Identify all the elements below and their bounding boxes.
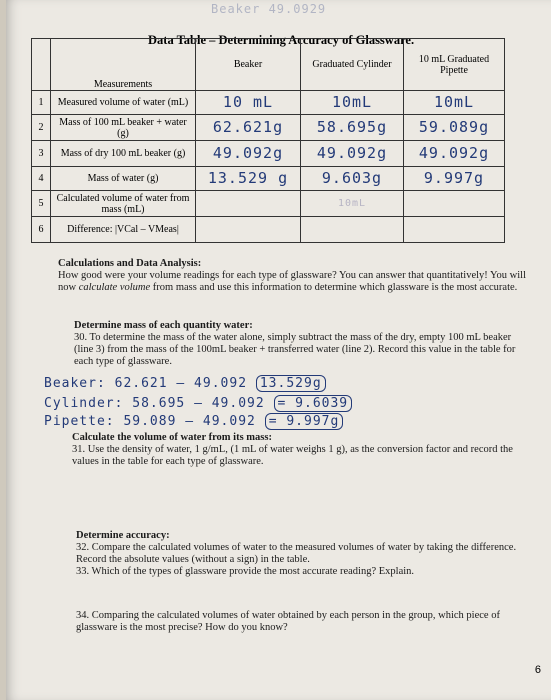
question-31: 31. Use the density of water, 1 g/mL, (1 mL of water weighs 1 g), as the conversion factor and record the values in the table for each type of glassware. — [72, 444, 513, 467]
header-pipette: 10 mL Graduated Pipette — [404, 39, 505, 91]
table-title: Data Table – Determining Accuracy of Glassware. — [148, 33, 415, 47]
cell-pipette: 10mL — [404, 91, 505, 115]
cell-cylinder: 10mL — [301, 91, 404, 115]
cell-beaker — [196, 191, 301, 217]
analysis-heading: Calculations and Data Analysis: — [58, 258, 202, 269]
handwork-cylinder-label: Cylinder: 58.695 — [44, 396, 186, 411]
row-num: 4 — [32, 167, 51, 191]
cell-pipette: 49.092g — [404, 141, 505, 167]
cell-cylinder — [301, 217, 404, 243]
header-measurements: Measurements — [51, 39, 196, 91]
cell-pipette: 9.997g — [404, 167, 505, 191]
cell-beaker: 62.621g — [196, 115, 301, 141]
analysis-intro-post: from mass and use this information to determine which glassware is the most accurate. — [150, 282, 518, 293]
handwork-cylinder-minus: – 49.092 — [194, 396, 265, 411]
cell-cylinder: 10mL — [301, 191, 404, 217]
row-num: 3 — [32, 141, 51, 167]
handwork-beaker-minus: – 49.092 — [176, 376, 248, 391]
cell-pipette — [404, 217, 505, 243]
row-label: Difference: |VCal – VMeas| — [51, 217, 196, 243]
cell-pipette — [404, 191, 505, 217]
handwork-pipette-label: Pipette: 59.089 — [44, 414, 177, 429]
row-num: 1 — [32, 91, 51, 115]
cell-beaker — [196, 217, 301, 243]
row-label: Mass of water (g) — [51, 167, 196, 191]
handwork-beaker — [44, 376, 326, 391]
handwork-beaker-label: Beaker: 62.621 — [44, 376, 168, 391]
row-label: Calculated volume of water from mass (mL) — [51, 191, 196, 217]
accuracy-section — [76, 530, 531, 578]
question-33: 33. Which of the types of glassware provide the most accurate reading? Explain. — [76, 566, 415, 577]
question-30: 30. To determine the mass of the water alone, simply subtract the mass of the dry, empty 100 mL beaker (line 3) from the mass of the 100mL beaker + transferred water (line 2). Record this value in the table for each type of glassware. — [74, 332, 516, 367]
handwork-pipette-result: = 9.997g — [265, 413, 344, 430]
row-label: Mass of 100 mL beaker + water (g) — [51, 115, 196, 141]
volume-heading: Calculate the volume of water from its mass: — [72, 432, 272, 443]
top-scrawl: Beaker 49.0929 — [211, 2, 327, 16]
handwork-cylinder — [44, 396, 352, 411]
page-number: 6 — [534, 664, 541, 676]
header-num — [32, 39, 51, 91]
cell-beaker: 10 mL — [196, 91, 301, 115]
handwork-beaker-result: 13.529g — [256, 375, 326, 392]
data-table — [31, 38, 505, 243]
mass-heading: Determine mass of each quantity water: — [74, 320, 253, 331]
analysis-intro-pre: How good were your volume readings for each type of glassware? You can answer that quantitatively! You will now — [58, 270, 527, 293]
accuracy-heading: Determine accuracy: — [76, 530, 170, 541]
cell-cylinder: 49.092g — [301, 141, 404, 167]
analysis-intro-em: calculate volume — [78, 282, 151, 293]
row-label: Mass of dry 100 mL beaker (g) — [51, 141, 196, 167]
volume-section — [72, 432, 532, 468]
row-label: Measured volume of water (mL) — [51, 91, 196, 115]
cell-cylinder: 9.603g — [301, 167, 404, 191]
handwork-cylinder-result: = 9.6039 — [274, 395, 353, 412]
mass-section — [74, 320, 529, 368]
question-32: 32. Compare the calculated volumes of water to the measured volumes of water by taking the difference. Record the absolute values (without a sign) in the table. — [76, 542, 517, 565]
worksheet-page — [6, 0, 551, 700]
row-num: 6 — [32, 217, 51, 243]
handwork-pipette-minus: – 49.092 — [185, 414, 256, 429]
cell-cylinder: 58.695g — [301, 115, 404, 141]
header-cylinder: Graduated Cylinder — [301, 39, 404, 91]
row-num: 2 — [32, 115, 51, 141]
cell-pipette: 59.089g — [404, 115, 505, 141]
cell-beaker: 13.529 g — [196, 167, 301, 191]
row-num: 5 — [32, 191, 51, 217]
handwork-pipette — [44, 414, 343, 429]
header-beaker: Beaker — [196, 39, 301, 91]
analysis-section — [58, 258, 528, 294]
cell-beaker: 49.092g — [196, 141, 301, 167]
question-34: 34. Comparing the calculated volumes of water obtained by each person in the group, which piece of glassware is the most precise? How do you know? — [76, 610, 500, 633]
